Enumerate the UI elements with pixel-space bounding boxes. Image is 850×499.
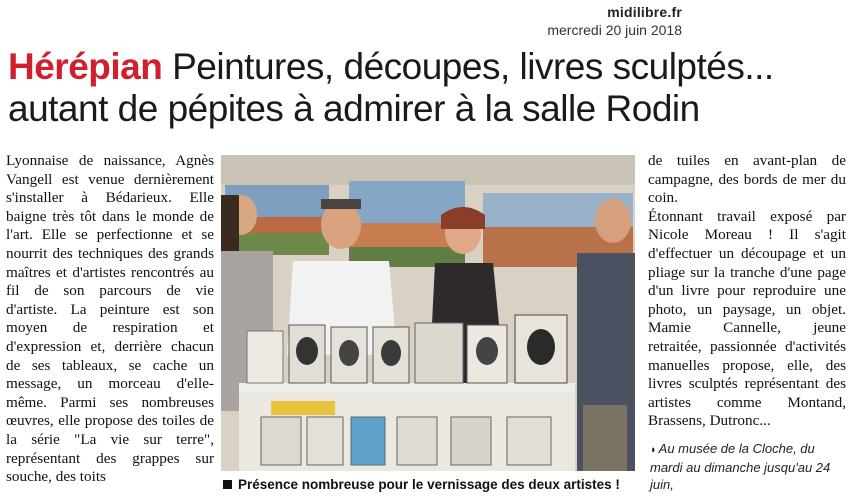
photo-caption — [223, 477, 643, 492]
column3-para2: Étonnant travail exposé par Nicole Moreau ! Il s'agit d'effectuer un découpage et un pliage sur la tranche d'une page d'un livre pour reproduire une photo, un paysage, un objet. Mamie Cannelle, jeune retraitée, passionnée d'activités manuelles propose, elle, des livres sculptés représentant des artistes comme Montand, Brassens, Dutronc... — [648, 207, 846, 430]
practical-info-text: Au musée de la Cloche, du mardi au dimanche jusqu'au 24 juin, — [650, 441, 831, 492]
headline-line1: Peintures, découpes, livres sculptés... — [162, 46, 774, 87]
article-headline — [8, 46, 843, 130]
column3-para1: de tuiles en avant-plan de campagne, des bords de mer du coin. — [648, 152, 846, 207]
site-name: midilibre.fr — [607, 4, 682, 20]
article-column-3 — [648, 152, 846, 431]
practical-info — [650, 440, 840, 493]
triangle-bullet-icon: ◗ — [650, 444, 657, 456]
publication-date: mercredi 20 juin 2018 — [547, 22, 682, 38]
caption-text: Présence nombreuse pour le vernissage des deux artistes ! — [238, 477, 620, 492]
masthead — [547, 4, 682, 38]
article-photo — [221, 155, 635, 471]
square-bullet-icon — [223, 480, 232, 489]
article-column-1: Lyonnaise de naissance, Agnès Vangell est venue dernièrement s'installer à Bédarieux. Elle baigne très tôt dans le monde de l'art. Elle se perfectionne et se nourrit des techniques des grands maîtres et d'artistes rencontrés au fil de son parcours de vie d'artiste. La peinture est son moyen de respiration et d'expression et, derrière chacun de ses tableaux, se cache un message, un morceau d'elle-même. Parmi ses nombreuses œuvres, elle propose des toiles de la série "La vie sur terre", représentant des grappes sur souche, des toits — [6, 152, 214, 486]
headline-location: Hérépian — [8, 46, 163, 87]
headline-line2: autant de pépites à admirer à la salle Rodin — [8, 88, 700, 129]
